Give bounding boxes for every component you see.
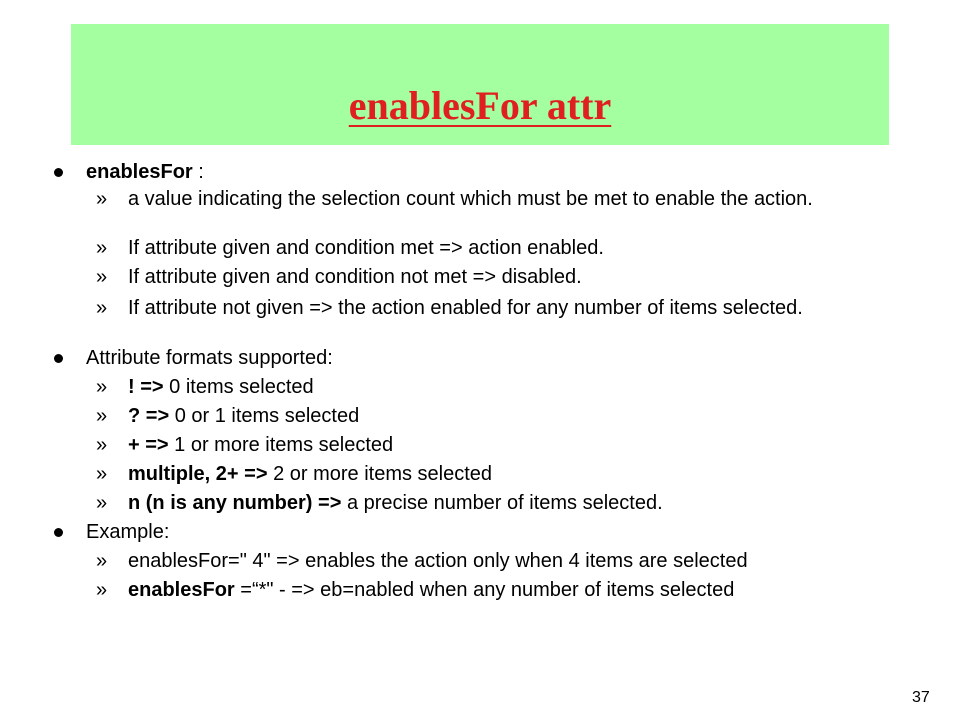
slide-title: enablesFor attr [348, 83, 612, 128]
bullet-suffix: : [192, 161, 204, 183]
format-key: n (n is any number) => [128, 492, 342, 514]
raquo-icon: » [96, 550, 108, 572]
raquo-icon: » [96, 579, 108, 601]
bullet-term: enablesFor [86, 161, 193, 183]
format-desc: 1 or more items selected [168, 434, 394, 456]
sub-item-text: If attribute not given => the action enabled for any number of items selected. [128, 297, 803, 319]
raquo-icon: » [96, 376, 108, 398]
example-desc: =“*" - => eb=nabled when any number of items selected [234, 579, 735, 601]
raquo-icon: » [96, 188, 108, 210]
format-desc: 2 or more items selected [267, 463, 493, 485]
raquo-icon: » [96, 492, 108, 514]
format-key: multiple, 2+ => [128, 463, 268, 485]
raquo-icon: » [96, 405, 108, 427]
raquo-icon: » [96, 297, 108, 319]
sub-item-text: a value indicating the selection count which must be met to enable the action. [128, 188, 813, 210]
bullet-text: Attribute formats supported: [86, 347, 333, 369]
format-key: ? => [128, 405, 170, 427]
bullet-text: Example: [86, 521, 170, 543]
bullet-dot-icon [54, 354, 63, 363]
bullet-dot-icon [54, 168, 63, 177]
format-desc: 0 items selected [163, 376, 314, 398]
example-desc: enablesFor=" 4" => enables the action only when 4 items are selected [128, 550, 748, 572]
sub-item-text: If attribute given and condition met => action enabled. [128, 237, 604, 259]
format-desc: 0 or 1 items selected [169, 405, 360, 427]
raquo-icon: » [96, 434, 108, 456]
example-key: enablesFor [128, 579, 235, 601]
raquo-icon: » [96, 266, 108, 288]
format-desc: a precise number of items selected. [341, 492, 663, 514]
raquo-icon: » [96, 237, 108, 259]
raquo-icon: » [96, 463, 108, 485]
sub-item-text: If attribute given and condition not met => disabled. [128, 266, 582, 288]
format-key: + => [128, 434, 169, 456]
format-key: ! => [128, 376, 164, 398]
page-number: 37 [912, 689, 930, 706]
bullet-dot-icon [54, 528, 63, 537]
